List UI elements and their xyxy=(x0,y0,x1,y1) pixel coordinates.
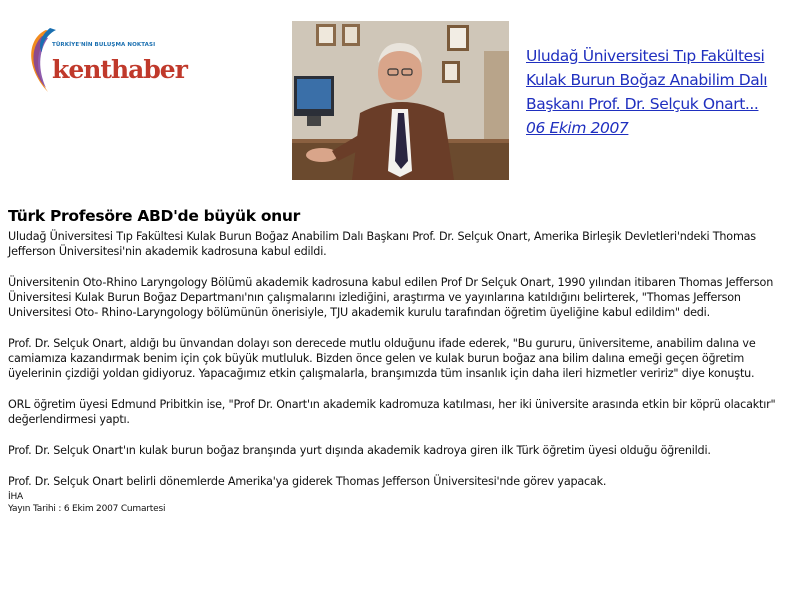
article-body xyxy=(8,229,780,515)
paragraph: Prof. Dr. Selçuk Onart belirli dönemlerde Amerika'ya giderek Thomas Jefferson Üniversitesi'nde görev yapacak. xyxy=(8,475,607,488)
kenthaber-logo xyxy=(22,26,187,96)
header-line-3[interactable]: Başkanı Prof. Dr. Selçuk Onart... xyxy=(526,95,759,113)
paragraph: Üniversitenin Oto-Rhino Laryngology Bölümü akademik kadrosuna kabul edilen Prof Dr Selçuk Onart, 1990 yılından itibaren Thomas Jefferson Üniversitesi Kulak Burun Boğaz Departmanı'nın çalışmalarını izlediğini, araştırma ve yayınlarına katıldığını belirterek, "Thomas Jefferson Universitesi Oto- Rhino-Laryngology bölümünün önerisiyle, TJU akademik kurulu tarafından öğretim üyeliğine kabul edildim" dedi. xyxy=(8,276,774,319)
logo-tagline: TÜRKİYE'NİN BULUŞMA NOKTASI xyxy=(52,42,156,48)
paragraph: Uludağ Üniversitesi Tıp Fakültesi Kulak Burun Boğaz Anabilim Dalı Başkanı Prof. Dr. Selçuk Onart, Amerika Birleşik Devletleri'ndeki Thomas Jefferson Üniversitesi'nin akademik kadrosuna kabul edildi. xyxy=(8,230,756,258)
professor-photo xyxy=(292,21,509,180)
publish-date: Yayın Tarihi : 6 Ekim 2007 Cumartesi xyxy=(8,504,166,514)
paragraph: ORL öğretim üyesi Edmund Pribitkin ise, "Prof Dr. Onart'ın akademik kadromuza katılması, her iki üniversite arasında etkin bir köprü olacaktır" değerlendirmesi yaptı. xyxy=(8,398,776,426)
paragraph: Prof. Dr. Selçuk Onart, aldığı bu ünvandan dolayı son derecede mutlu olduğunu ifade ederek, "Bu gururu, üniversiteme, anabilim dalına ve camiamıza kazandırmak benim için çok büyük mutluluk. Bizden önce gelen ve kulak burun boğaz ana bilim dalına emeği geçen öğretim üyelerinin çizdiği yoldan gidiyoruz. Yapacağımız etkin çalışmalarla, branşımızda tüm insanlık için daha ileri hizmetler veririz" diye konuştu. xyxy=(8,337,756,380)
header-date[interactable]: 06 Ekim 2007 xyxy=(526,119,629,137)
article-header-link[interactable] xyxy=(526,44,796,140)
header-line-2[interactable]: Kulak Burun Boğaz Anabilim Dalı xyxy=(526,71,768,89)
article-title: Türk Profesöre ABD'de büyük onur xyxy=(8,207,300,225)
logo-brand: kenthaber xyxy=(52,55,187,84)
news-source: İHA xyxy=(8,492,23,502)
paragraph: Prof. Dr. Selçuk Onart'ın kulak burun boğaz branşında yurt dışında akademik kadroya giren ilk Türk öğretim üyesi olduğu öğrenildi. xyxy=(8,444,711,457)
header-line-1[interactable]: Uludağ Üniversitesi Tıp Fakültesi xyxy=(526,47,765,65)
